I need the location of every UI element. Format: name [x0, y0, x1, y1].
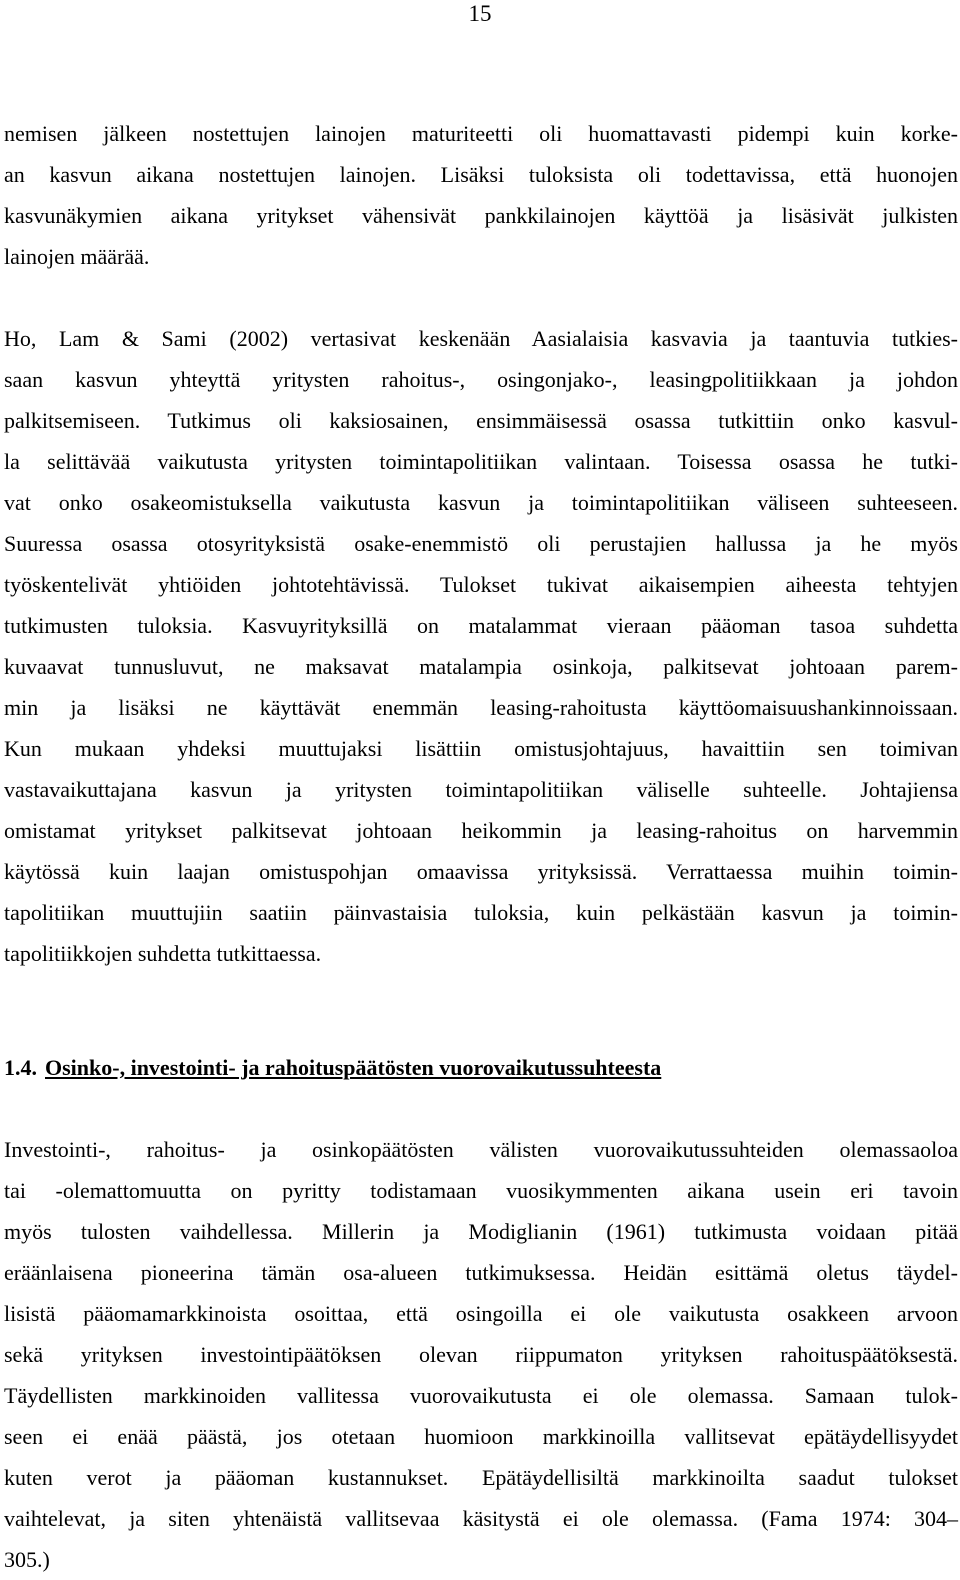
section-number: 1.4. [4, 1055, 37, 1080]
text-line: kuten verot ja pääoman kustannukset. Epätäydellisiltä markkinoilta saadut tulokset [4, 1465, 958, 1490]
text-line: vastavaikuttajana kasvun ja yritysten toimintapolitiikan väliselle suhteelle. Johtajiensa [4, 777, 958, 802]
paragraph-section-intro [4, 1129, 958, 1580]
text-line: työskentelivät yhtiöiden johtotehtävissä. Tulokset tukivat aikaisempien aiheesta tehtyjen [4, 572, 958, 597]
paragraph-ho-lam-sami [4, 318, 958, 974]
text-line: Kun mukaan yhdeksi muuttujaksi lisättiin omistusjohtajuus, havaittiin sen toimivan [4, 736, 958, 761]
text-line: seen ei enää päästä, jos otetaan huomioon markkinoilla vallitsevat epätäydellisyydet [4, 1424, 958, 1449]
paragraph-continued [4, 113, 958, 277]
text-line: min ja lisäksi ne käyttävät enemmän leasing-rahoitusta käyttöomaisuushankinnoissaan. [4, 695, 958, 720]
text-line: vat onko osakeomistuksella vaikutusta kasvun ja toimintapolitiikan väliseen suhteeseen. [4, 490, 958, 515]
text-line: nemisen jälkeen nostettujen lainojen maturiteetti oli huomattavasti pidempi kuin korke- [4, 121, 958, 146]
text-line: Ho, Lam & Sami (2002) vertasivat keskenään Aasialaisia kasvavia ja taantuvia tutkies- [4, 326, 958, 351]
text-line: myös tulosten vaihdellessa. Millerin ja Modiglianin (1961) tutkimusta voidaan pitää [4, 1219, 958, 1244]
section-heading [4, 1047, 958, 1088]
text-line: tutkimusten tuloksia. Kasvuyrityksillä on matalammat vieraan pääoman tasoa suhdetta [4, 613, 958, 638]
text-line: palkitsemiseen. Tutkimus oli kaksiosainen, ensimmäisessä osassa tutkittiin onko kasvul- [4, 408, 958, 433]
text-line: tai -olemattomuutta on pyritty todistamaan vuosikymmenten aikana usein eri tavoin [4, 1178, 958, 1203]
text-line: eräänlaisena pioneerina tämän osa-alueen tutkimuksessa. Heidän esittämä oletus täydel- [4, 1260, 958, 1285]
section-title: Osinko-, investointi- ja rahoituspäätösten vuorovaikutussuhteesta [45, 1055, 662, 1080]
text-line: kasvunäkymien aikana yritykset vähensivät pankkilainojen käyttöä ja lisäsivät julkisten [4, 203, 958, 228]
text-line: sekä yrityksen investointipäätöksen olevan riippumaton yrityksen rahoituspäätöksestä. [4, 1342, 958, 1367]
text-line: tapolitiikan muuttujiin saatiin päinvastaisia tuloksia, kuin pelkästään kasvun ja toimin- [4, 900, 958, 925]
text-line: Suuressa osassa otosyrityksistä osake-enemmistö oli perustajien hallussa ja he myös [4, 531, 958, 556]
page-number: 15 [468, 1, 492, 26]
text-line: vaihtelevat, ja siten yhtenäistä vallitsevaa käsitystä ei ole olemassa. (Fama 1974: 304– [4, 1506, 958, 1531]
text-line: Täydellisten markkinoiden vallitessa vuorovaikutusta ei ole olemassa. Samaan tulok- [4, 1383, 958, 1408]
text-line: tapolitiikkojen suhdetta tutkittaessa. [4, 941, 322, 966]
text-line: lisistä pääomamarkkinoista osoittaa, että osingoilla ei ole vaikutusta osakkeen arvoon [4, 1301, 958, 1326]
text-line: 305.) [4, 1547, 50, 1572]
text-line: saan kasvun yhteyttä yritysten rahoitus-, osingonjako-, leasingpolitiikkaan ja johdon [4, 367, 958, 392]
text-line: käytössä kuin laajan omistuspohjan omaavissa yrityksissä. Verrattaessa muihin toimin- [4, 859, 958, 884]
text-line: Investointi-, rahoitus- ja osinkopäätösten välisten vuorovaikutussuhteiden olemassaoloa [4, 1137, 958, 1162]
text-line: omistamat yritykset palkitsevat johtoaan heikommin ja leasing-rahoitus on harvemmin [4, 818, 958, 843]
text-line: an kasvun aikana nostettujen lainojen. Lisäksi tuloksista oli todettavissa, että huonojen [4, 162, 958, 187]
text-line: la selittävää vaikutusta yritysten toimintapolitiikan valintaan. Toisessa osassa he tutki- [4, 449, 958, 474]
text-line: lainojen määrää. [4, 244, 150, 269]
text-line: kuvaavat tunnusluvut, ne maksavat matalampia osinkoja, palkitsevat johtoaan parem- [4, 654, 958, 679]
